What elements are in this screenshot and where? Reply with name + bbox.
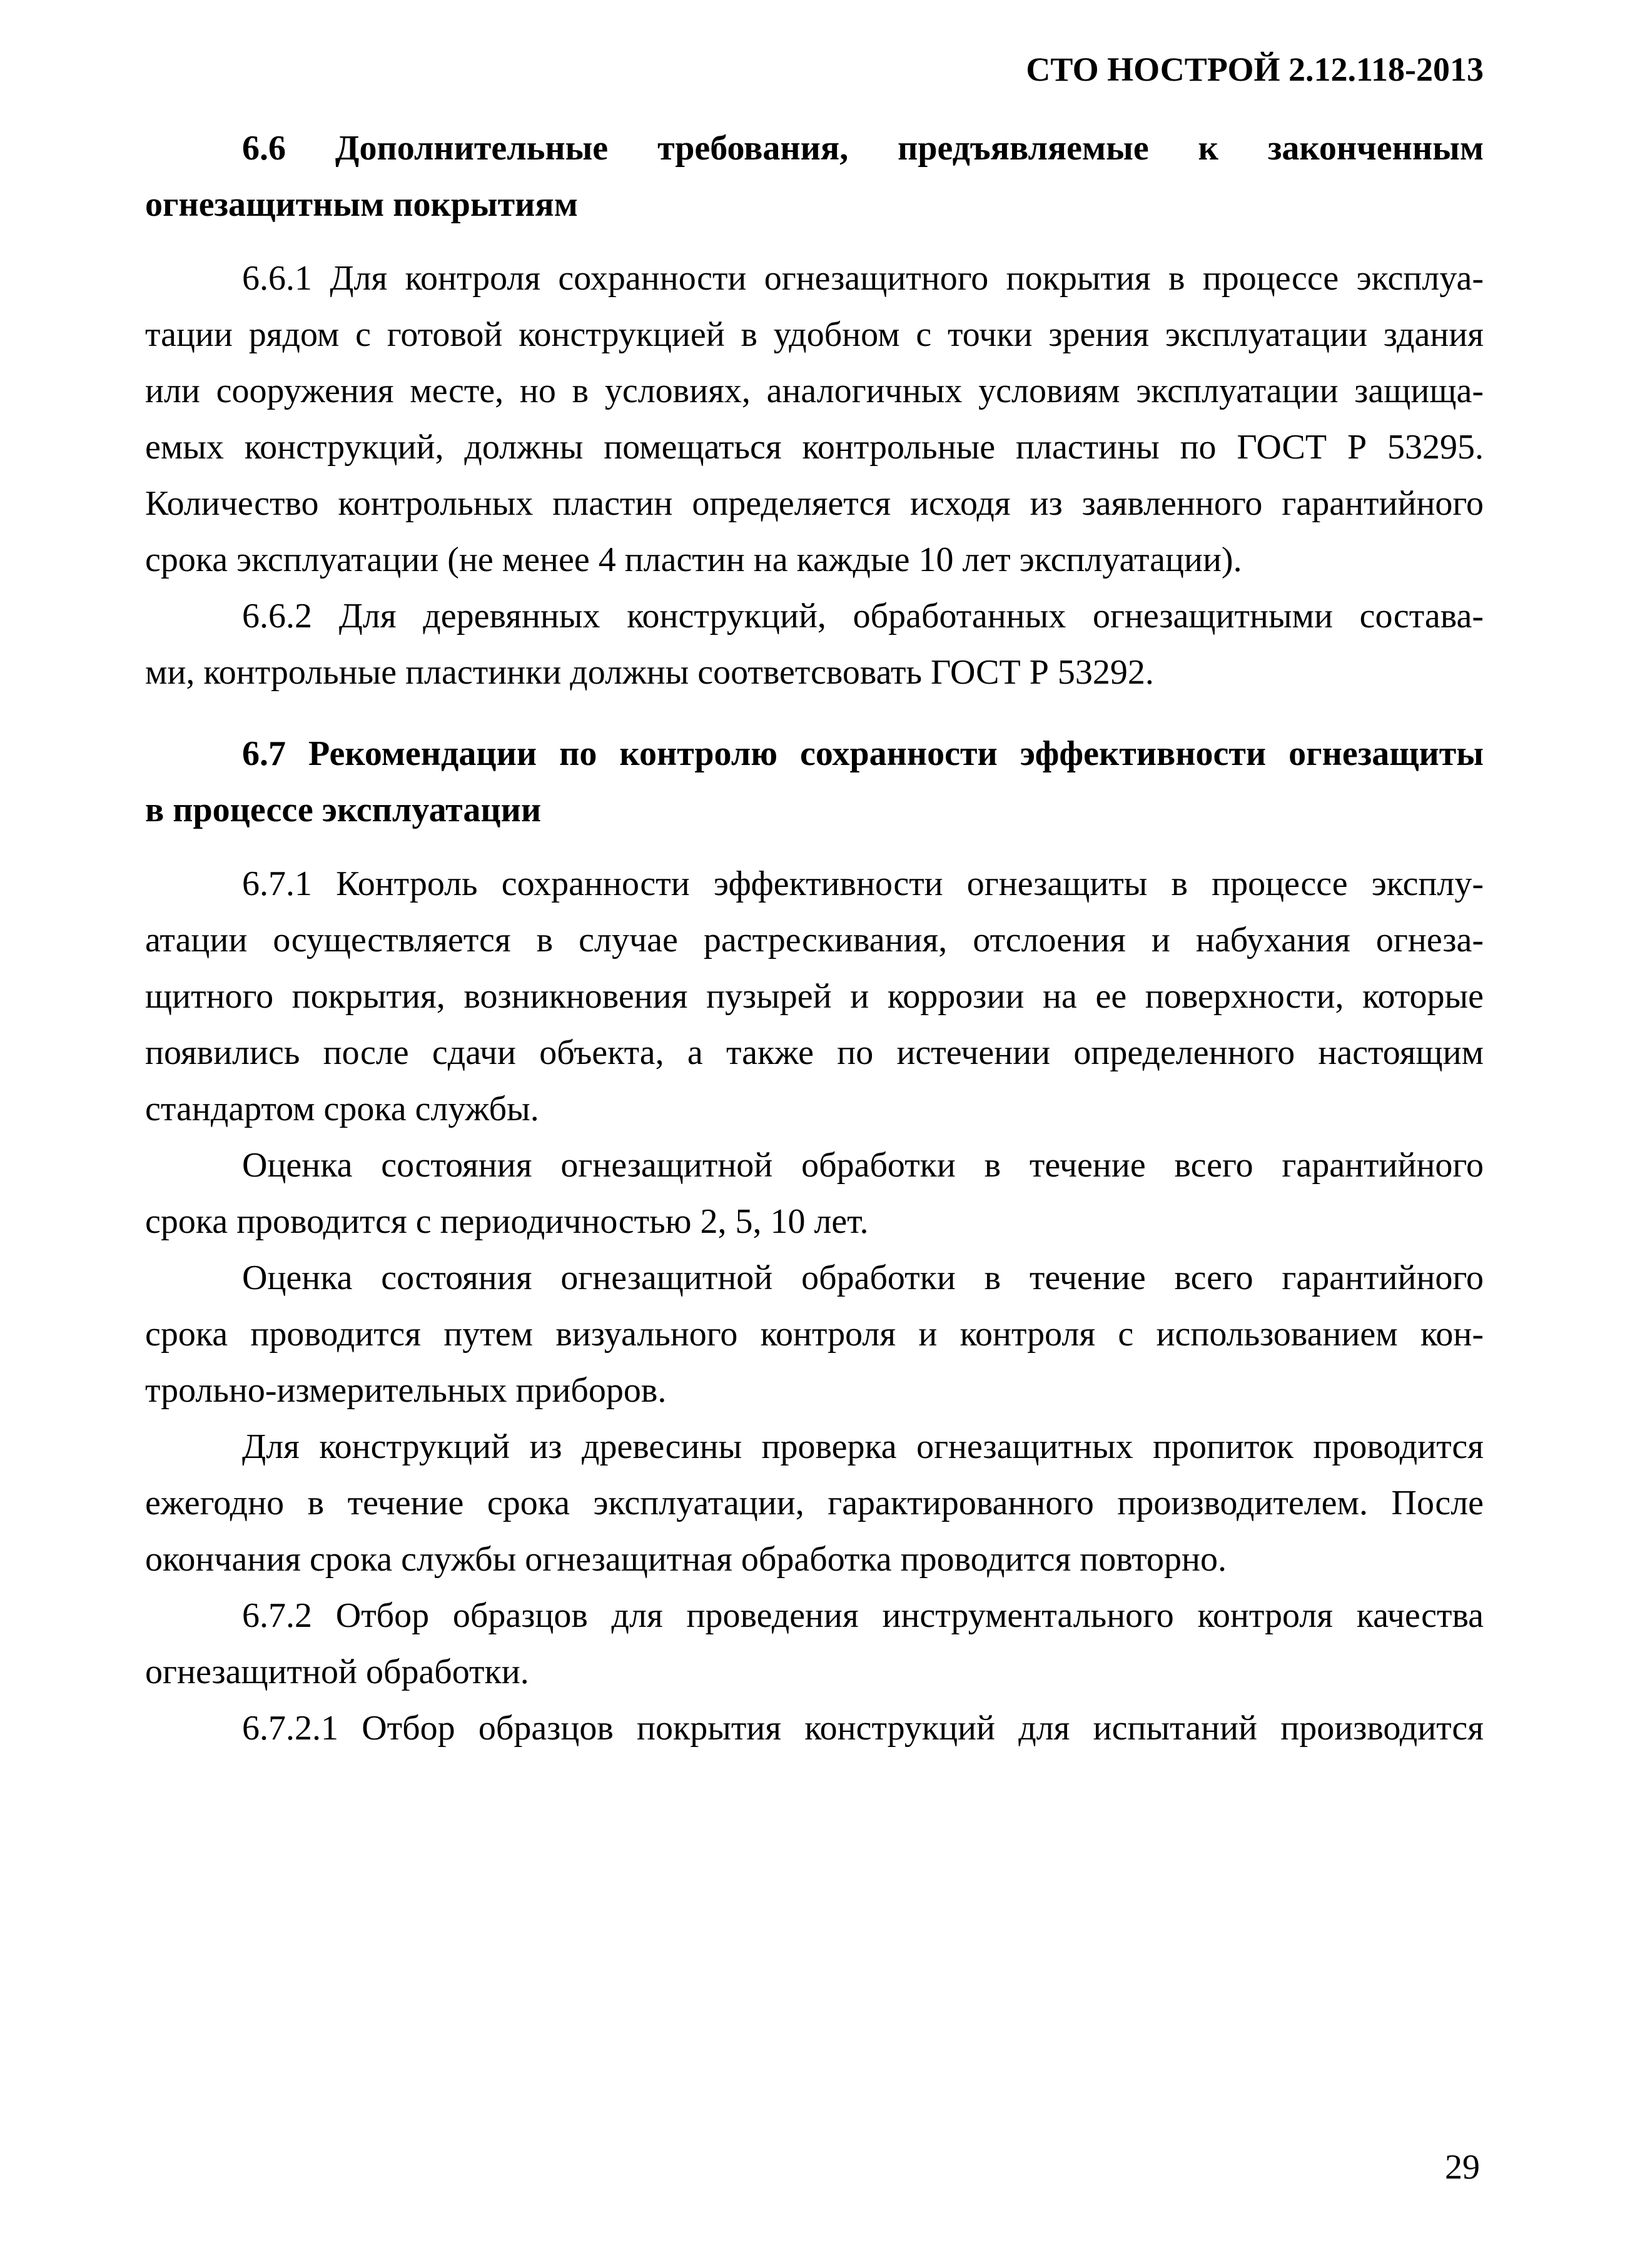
text-line: срока проводится путем визуального контроля и контроля с использованием кон- — [145, 1315, 1484, 1354]
text-line: огнезащитной обработки. — [145, 1653, 529, 1691]
text-line: 6.6.1 Для контроля сохранности огнезащитного покрытия в процессе эксплуа- — [242, 259, 1484, 298]
section-heading — [145, 726, 1484, 838]
text-line: 6.6 Дополнительные требования, предъявляемые к законченным — [242, 129, 1484, 168]
document-header: СТО НОСТРОЙ 2.12.118-2013 — [1026, 51, 1484, 88]
text-line: ежегодно в течение срока эксплуатации, гарактированного производителем. После — [145, 1484, 1484, 1522]
text-line: 6.7.2.1 Отбор образцов покрытия конструкций для испытаний производится — [242, 1709, 1484, 1748]
text-line: 6.7.2 Отбор образцов для проведения инструментального контроля качества — [242, 1596, 1484, 1635]
text-line: 6.7 Рекомендации по контролю сохранности эффективности огнезащиты — [242, 734, 1484, 773]
text-line: срока проводится с периодичностью 2, 5, 10 лет. — [145, 1202, 869, 1241]
page-number: 29 — [1445, 2148, 1480, 2187]
text-line: окончания срока службы огнезащитная обработка проводится повторно. — [145, 1540, 1227, 1579]
paragraph — [145, 1419, 1484, 1587]
text-line: емых конструкций, должны помещаться контрольные пластины по ГОСТ Р 53295. — [145, 428, 1484, 467]
paragraph — [145, 1587, 1484, 1700]
paragraph — [145, 250, 1484, 588]
text-line: стандартом срока службы. — [145, 1090, 539, 1128]
text-line: трольно-измерительных приборов. — [145, 1371, 667, 1410]
paragraph — [145, 856, 1484, 1137]
text-line: атации осуществляется в случае растрескивания, отслоения и набухания огнеза- — [145, 921, 1484, 959]
document-content — [145, 49, 1484, 1756]
text-line: Оценка состояния огнезащитной обработки в течение всего гарантийного — [242, 1258, 1484, 1297]
section-heading — [145, 120, 1484, 233]
text-line: 6.6.2 Для деревянных конструкций, обработанных огнезащитными состава- — [242, 597, 1484, 635]
text-line: Для конструкций из древесины проверка огнезащитных пропиток проводится — [242, 1427, 1484, 1466]
text-line: 6.7.1 Контроль сохранности эффективности огнезащиты в процессе эксплу- — [242, 864, 1484, 903]
text-line: ми, контрольные пластинки должны соответсвовать ГОСТ Р 53292. — [145, 653, 1154, 692]
paragraph — [145, 1700, 1484, 1756]
paragraph — [145, 588, 1484, 701]
text-line: Оценка состояния огнезащитной обработки в течение всего гарантийного — [242, 1146, 1484, 1185]
text-line: щитного покрытия, возникновения пузырей и коррозии на ее поверхности, которые — [145, 977, 1484, 1016]
text-line: Количество контрольных пластин определяется исходя из заявленного гарантийного — [145, 484, 1484, 523]
paragraph — [145, 1250, 1484, 1419]
paragraph — [145, 1137, 1484, 1250]
text-line: или сооружения месте, но в условиях, аналогичных условиям эксплуатации защища- — [145, 372, 1484, 410]
text-line: в процессе эксплуатации — [145, 791, 542, 829]
text-line: срока эксплуатации (не менее 4 пластин на каждые 10 лет эксплуатации). — [145, 540, 1242, 579]
text-line: тации рядом с готовой конструкцией в удобном с точки зрения эксплуатации здания — [145, 315, 1484, 354]
text-line: огнезащитным покрытиям — [145, 185, 578, 224]
text-line: появились после сдачи объекта, а также по истечении определенного настоящим — [145, 1033, 1484, 1072]
